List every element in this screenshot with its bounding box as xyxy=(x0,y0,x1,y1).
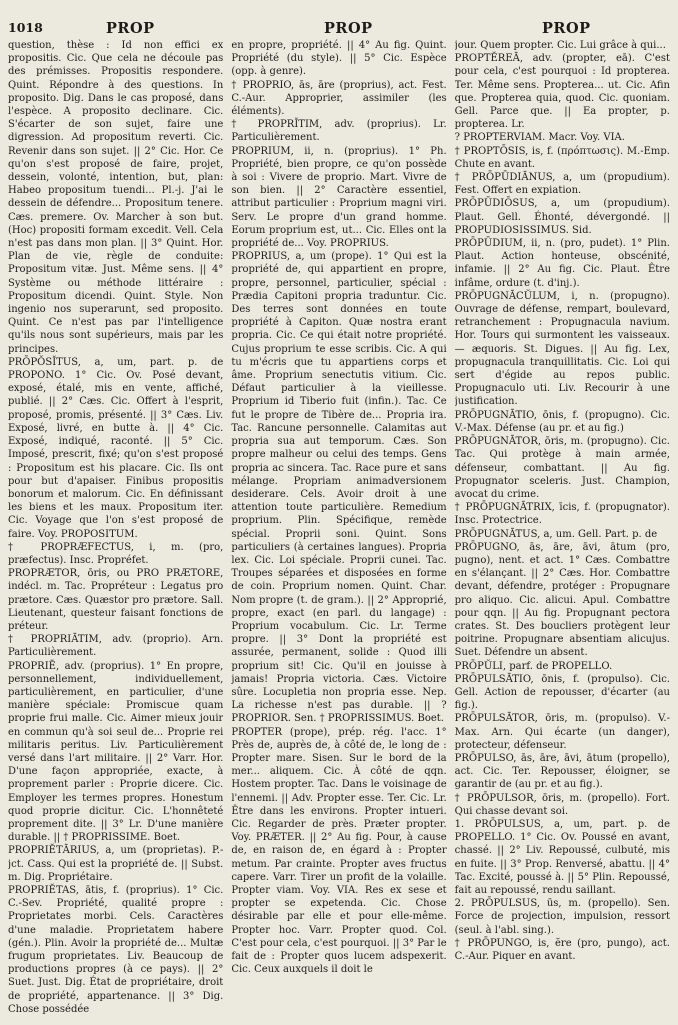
dictionary-entry: † PROPTŌSIS, is, f. (πρόπτωσις). M.-Emp. Chute en avant. xyxy=(454,145,670,170)
dictionary-entry: PRŌPŬLI, parf. de PROPELLO. xyxy=(454,660,613,672)
dictionary-entry: 1. PRŌPULSUS, a, um, part. p. de PROPELLO. 1° Cic. Ov. Poussé en avant, chassé. || 2° Liv. Repoussé, culbuté, mis en fuite. || 3° Prop. Renversé, abattu. || 4° Tac. Excité, poussé à. || 5° Plin. Repoussé, fait au repoussé, rendu saillant. xyxy=(454,818,670,896)
dictionary-entry: PROPRIUS, a, um (prope). 1° Qui est la propriété de, qui appartient en propre, propre, personnel, particulier, spécial : Prædia Capitoni propria traduntur. Cic. Des terres sont données en toute propriété à Capiton. Quæ nostra erant propria. Cic. Ce qui était notre propriété. Cujus proprium te esse scribis. Cic. A qui tu m'écris que tu appartiens corps et âme. Proprium senectutis vitium. Cic. Défaut particulier à la vieillesse. Proprium id Tiberio fuit (infin.). Tac. Ce fut le propre de Tibère de... Propria ira. Tac. Rancune personnelle. Calamitas aut propria sua aut temporum. Cæs. Son propre malheur ou celui des temps. Gens propria ac sincera. Tac. Race pure et sans mélange. Propriam animadversionem desiderare. Cels. Avoir droit à une attention toute particulière. Remedium proprium. Plin. Spécifique, remède spécial. Proprii soni. Quint. Sons particuliers (à certaines langues). Propria lex. Cic. Loi spéciale. Proprii cunei. Tac. Troupes séparées et disposées en forme de coin. Proprium nomen. Quint. Char. Nom propre (t. de gram.). || 2° Approprié, propre, exact (en parl. du langage) : Proprium vocabulum. Cic. Lr. Terme propre. || 3° Dont la propriété est assurée, permanent, solide : Quod illi proprium sit! Cic. Qu'il en jouisse à jamais! Propria victoria. Cæs. Victoire sûre. Locupletia non propria esse. Nep. La richesse n'est pas durable. || ? PROPRIOR. Sen. † PROPRISSIMUS. Boet. xyxy=(231,251,447,725)
dictionary-entry: † PROPRĬTIM, adv. (proprius). Lr. Particulièrement. xyxy=(231,119,447,144)
dictionary-entry: † PRŌPULSOR, ōris, m. (propello). Fort. Qui chasse devant soi. xyxy=(454,792,670,817)
column-title: PROP xyxy=(106,20,155,37)
dictionary-entry: † PROPRIĀTIM, adv. (proprio). Arn. Particulièrement. xyxy=(8,634,224,659)
dictionary-entry: PRŌPULSO, ās, āre, āvi, ātum (propello), act. Cic. Ter. Repousser, éloigner, se garantir de (au pr. et au fig.). xyxy=(454,752,670,791)
text-columns xyxy=(8,39,670,1017)
dictionary-entry: PROPRIUM, ii, n. (proprius). 1° Ph. Propriété, bien propre, ce qu'on possède à soi : Vivere de proprio. Mart. Vivre de son bien. || 2° Caractère essentiel, attribut particulier : Proprium magni viri. Serv. Le propre d'un grand homme. Eorum proprium est, ut... Cic. Elles ont la propriété de... Voy. PROPRIUS. xyxy=(231,145,447,250)
dictionary-entry: PRŌPUGNĀTOR, ōris, m. (propugno). Cic. Tac. Qui protège à main armée, défenseur, combattant. || Au fig. Propugnator sceleris. Just. Champion, avocat du crime. xyxy=(454,436,670,500)
dictionary-entry: PROPRÆTOR, ōris, ou PRO PRÆTORE, indécl. m. Tac. Propréteur : Legatus pro prætore. Cæs. Quæstor pro prætore. Sall. Lieutenant, questeur faisant fonctions de préteur. xyxy=(8,568,224,632)
dictionary-entry: PRŌPŪDIUM, ii, n. (pro, pudet). 1° Plin. Plaut. Action honteuse, obscénité, infamie. || 2° Au fig. Cic. Plaut. Être infâme, ordure (t. d'inj.). xyxy=(454,238,670,289)
column-1 xyxy=(8,39,223,1017)
dictionary-entry: PRŌPUGNĀTIO, ōnis, f. (propugno). Cic. V.-Max. Défense (au pr. et au fig.) xyxy=(454,409,670,434)
page-number: 1018 xyxy=(8,20,43,35)
dictionary-entry: † PRŌPUGNĀTRIX, īcis, f. (propugnator). Insc. Protectrice. xyxy=(454,502,670,527)
column-2 xyxy=(231,39,446,1017)
dictionary-entry: 2. PRŌPULSUS, ūs, m. (propello). Sen. Force de projection, impulsion, ressort (seul. à l'abl. sing.). xyxy=(454,898,670,936)
dictionary-entry: PRŌPUGNĀCŬLUM, i, n. (propugno). Ouvrage de défense, rempart, boulevard, retranchement : Propugnacula navium. Hor. Tours qui surmontent les vaisseaux. — æquoris. St. Digues. || Au fig. Lex, propugnacula tranquillitatis. Cic. Loi qui sert d'égide au repos public. Propugnaculo uti. Liv. Recourir à une justification. xyxy=(454,290,670,408)
dictionary-entry: PRŌPULSĀTOR, ōris, m. (propulso). V.-Max. Arn. Qui écarte (un danger), protecteur, défenseur. xyxy=(454,713,670,751)
dictionary-entry: en propre, propriété. || 4° Au fig. Quint. Propriété (du style). || 5° Cic. Espèce (opp. à genre). xyxy=(231,40,447,78)
column-3 xyxy=(455,39,670,1017)
dictionary-entry: PRŌPŎSĬTUS, a, um, part. p. de PROPONO. 1° Cic. Ov. Posé devant, exposé, étalé, mis en vente, affiché, publié. || 2° Cæs. Cic. Offert à l'esprit, proposé, promis, présenté. || 3° Cæs. Liv. Exposé, livré, en butte à. || 4° Cic. Exposé, indiqué, raconté. || 5° Cic. Imposé, prescrit, fixé; qu'on s'est proposé : Propositum est his placare. Cic. Ils ont pour but d'apaiser. Finibus propositis bonorum et malorum. Cic. En définissant les biens et les maux. Propositum iter. Cic. Voyage que l'on s'est proposé de faire. Voy. PROPOSITUM. xyxy=(8,356,224,540)
dictionary-entry: PRŌPŪDIŌSUS, a, um (propudium). Plaut. Gell. Éhonté, dévergondé. || PROPUDIOSISSIMUS. Sid. xyxy=(454,198,670,236)
dictionary-entry: PROPRIĔTAS, ātis, f. (proprius). 1° Cic. C.-Sev. Propriété, qualité propre : Proprietates morbi. Cels. Caractères d'une maladie. Proprietatem habere (gén.). Plin. Avoir la propriété de... Multæ frugum proprietates. Liv. Beaucoup de productions propres (à ce pays). || 2° Suet. Just. Dig. État de propriétaire, droit de propriété, appartenance. || 3° Dig. Chose possédée xyxy=(8,885,224,1015)
dictionary-entry: question, thèse : Id non effici ex propositis. Cic. Que cela ne découle pas des prémisses. Propositis respondere. Quint. Répondre à des questions. In proposito. Dig. Dans le cas proposé, dans l'espèce. A proposito declinare. Cic. S'écarter de son sujet, faire une digression. Ad propositum reverti. Cic. Revenir dans son sujet. || 2° Cic. Hor. Ce qu'on s'est proposé de faire, projet, dessein, volonté, intention, but, plan: Habeo propositum tuendi... Pl.-j. J'ai le dessein de défendre... Propositum tenere. Cæs. premere. Ov. Marcher à son but. (Hoc) propositi formam excedit. Vell. Cela n'est pas dans mon plan. || 3° Quint. Hor. Plan de vie, règle de conduite: Propositum vitæ. Just. Même sens. || 4° Système ou méthode littéraire : Propositum dicendi. Quint. Style. Non ingenio nos superarunt, sed proposito. Quint. Ce n'est pas par l'intelligence qu'ils nous sont supérieurs, mais par les principes. xyxy=(8,40,224,355)
page-header xyxy=(8,20,670,38)
dictionary-entry: PROPTER (prope), prép. rég. l'acc. 1° Près de, auprès de, à côté de, le long de : Propter mare. Sisen. Sur le bord de la mer... aliquem. Cic. À côté de qqn. Hostem propter. Tac. Dans le voisinage de l'ennemi. || Adv. Propter esse. Ter. Cic. Lr. Être dans les environs. Propter intueri. Cic. Regarder de près. Præter propter. Voy. PRÆTER. || 2° Au fig. Pour, à cause de, en raison de, en égard à : Propter metum. Par crainte. Propter aves fructus capere. Varr. Tirer un profit de la volaille. Propter viam. Voy. VIA. Res ex sese et propter se expetenda. Cic. Chose désirable par elle et pour elle-même. Propter hoc. Varr. Propter quod. Col. C'est pour cela, c'est pourquoi. || 3° Par le fait de : Propter quos lucem adspexerit. Cic. Ceux auxquels il doit le xyxy=(231,726,447,976)
column-title: PROP xyxy=(542,20,591,37)
dictionary-entry: † PROPRIO, ās, āre (proprius), act. Fest. C.-Aur. Approprier, assimiler (les éléments). xyxy=(231,79,447,118)
dictionary-entry: PROPTĔREĀ, adv. (propter, eā). C'est pour cela, c'est pourquoi : Id propterea. Ter. Même sens. Propterea... ut. Cic. Afin que. Propterea quia, quod. Cic. quoniam. Gell. Parce que. || Ea propter, p. propterea. Lr. xyxy=(454,53,670,131)
dictionary-entry: PROPRIĔTĀRIUS, a, um (proprietas). P.-jct. Cass. Qui est la propriété de. || Subst. m. Dig. Propriétaire. xyxy=(8,845,224,883)
dictionary-entry: † PRŌPŪDIĀNUS, a, um (propudium). Fest. Offert en expiation. xyxy=(454,172,670,197)
dictionary-entry: ? PROPTERVIAM. Macr. Voy. VIA. xyxy=(454,132,625,144)
dictionary-entry: † PROPRÆFECTUS, i, m. (pro, præfectus). Insc. Propréfet. xyxy=(8,541,224,566)
dictionary-entry: PRŌPUGNĀTUS, a, um. Gell. Part. p. de xyxy=(454,528,658,540)
dictionary-entry: PRŌPUGNO, ās, āre, āvi, ātum (pro, pugno), nent. et act. 1° Cæs. Combattre en s'élançant. || 2° Cæs. Hor. Combattre devant, défendre, protéger : Propugnare pro aliquo. Cic. alicui. Apul. Combattre pour qqn. || Au fig. Propugnant pectora crates. St. Des boucliers protègent leur poitrine. Propugnare absentiam alicujus. Suet. Défendre un absent. xyxy=(454,541,670,659)
dictionary-entry: PRŌPULSĀTIO, ōnis, f. (propulso). Cic. Gell. Action de repousser, d'écarter (au fig.). xyxy=(454,673,670,712)
column-title: PROP xyxy=(324,20,373,37)
dictionary-entry: PROPRIĒ, adv. (proprius). 1° En propre, personnellement, individuellement, particulièrement, en particulier, d'une manière spéciale: Promiscue quam proprie frui malle. Cic. Aimer mieux jouir en commun qu'à soi seul de... Proprie rei militaris peritus. Liv. Particulièrement versé dans l'art militaire. || 2° Varr. Hor. D'une façon appropriée, exacte, à proprement parler : Proprie dicere. Cic. Employer les termes propres. Honestum quod proprie dicitur. Cic. L'honnêteté proprement dite. || 3° Lr. D'une manière durable. || † PROPRISSIME. Boet. xyxy=(8,660,224,844)
dictionary-entry: jour. Quem propter. Cic. Lui grâce à qui... xyxy=(454,40,666,51)
dictionary-entry: † PRŌPUNGO, is, ĕre (pro, pungo), act. C.-Aur. Piquer en avant. xyxy=(454,937,670,963)
